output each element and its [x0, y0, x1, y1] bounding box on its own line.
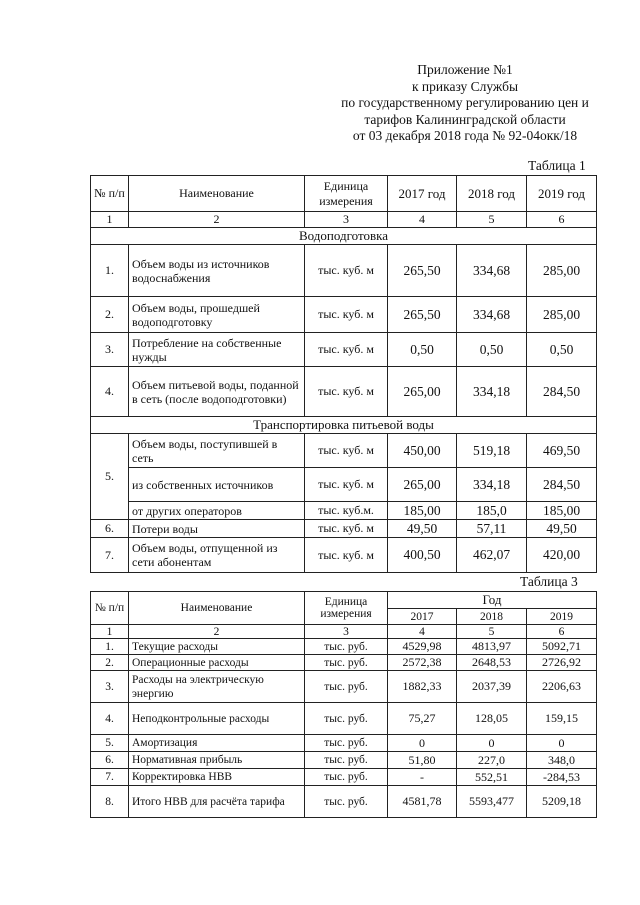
row-unit: тыс. руб.: [305, 639, 388, 655]
value-2018: 334,68: [457, 245, 527, 297]
row-name: Корректировка НВВ: [129, 769, 305, 786]
table1: [90, 175, 597, 573]
section-title-water-transport: Транспортировка питьевой воды: [91, 417, 597, 434]
value-2017: 265,00: [388, 468, 457, 502]
value-2018: 334,18: [457, 468, 527, 502]
table3: [90, 591, 597, 818]
header-line: тарифов Калининградской области: [364, 111, 566, 127]
index-cell: 4: [388, 625, 457, 639]
row-name: от других операторов: [129, 502, 305, 520]
value-2018: 5593,477: [457, 786, 527, 818]
index-cell: 3: [305, 625, 388, 639]
col-header-num: № п/п: [91, 592, 129, 625]
row-name: Объем воды из источников водоснабжения: [129, 245, 305, 297]
value-2017: 0: [388, 735, 457, 752]
value-2019: 49,50: [527, 520, 597, 538]
index-cell: 6: [527, 212, 597, 228]
value-2018: 128,05: [457, 703, 527, 735]
value-2018: 0: [457, 735, 527, 752]
row-name: Операционные расходы: [129, 655, 305, 671]
value-2018: 4813,97: [457, 639, 527, 655]
col-header-name: Наименование: [129, 176, 305, 212]
col-header-year: Год: [388, 592, 597, 609]
value-2018: 0,50: [457, 333, 527, 367]
row-num: 1.: [91, 639, 129, 655]
row-num: 3.: [91, 333, 129, 367]
index-cell: 2: [129, 625, 305, 639]
value-2019: 285,00: [527, 297, 597, 333]
value-2019: 5209,18: [527, 786, 597, 818]
value-2019: -284,53: [527, 769, 597, 786]
value-2019: 420,00: [527, 538, 597, 573]
value-2017: 185,00: [388, 502, 457, 520]
col-header-2018: 2018 год: [457, 176, 527, 212]
value-2017: 0,50: [388, 333, 457, 367]
row-name: Объем воды, отпущенной из сети абонентам: [129, 538, 305, 573]
row-name: Итого НВВ для расчёта тарифа: [129, 786, 305, 818]
row-num: 2.: [91, 297, 129, 333]
row-num: 7.: [91, 769, 129, 786]
row-num: 8.: [91, 786, 129, 818]
value-2017: 450,00: [388, 434, 457, 468]
row-num: 2.: [91, 655, 129, 671]
value-2018: 462,07: [457, 538, 527, 573]
row-unit: тыс. куб. м: [305, 538, 388, 573]
value-2017: 51,80: [388, 752, 457, 769]
row-name: Расходы на электрическую энергию: [129, 671, 305, 703]
row-num: 4.: [91, 367, 129, 417]
table3-caption: Таблица 3: [520, 574, 578, 589]
row-name: из собственных источников: [129, 468, 305, 502]
header-line: по государственному регулированию цен и: [341, 95, 589, 110]
value-2017: 2572,38: [388, 655, 457, 671]
col-header-unit: Единица измерения: [305, 592, 388, 625]
appendix-header: [300, 62, 630, 145]
value-2017: 4529,98: [388, 639, 457, 655]
row-num: 7.: [91, 538, 129, 573]
row-unit: тыс. куб. м: [305, 333, 388, 367]
value-2017: 75,27: [388, 703, 457, 735]
col-header-name: Наименование: [129, 592, 305, 625]
row-unit: тыс. руб.: [305, 786, 388, 818]
row-unit: тыс. куб. м: [305, 367, 388, 417]
row-unit: тыс. руб.: [305, 703, 388, 735]
year-2017: 2017: [388, 609, 457, 625]
col-header-2019: 2019 год: [527, 176, 597, 212]
value-2019: 469,50: [527, 434, 597, 468]
section-title-water-treatment: Водоподготовка: [91, 228, 597, 245]
value-2019: 185,00: [527, 502, 597, 520]
value-2018: 519,18: [457, 434, 527, 468]
index-cell: 5: [457, 212, 527, 228]
index-cell: 1: [91, 625, 129, 639]
col-header-num: № п/п: [91, 176, 129, 212]
value-2017: 265,00: [388, 367, 457, 417]
value-2019: 159,15: [527, 703, 597, 735]
value-2018: 552,51: [457, 769, 527, 786]
row-name: Нормативная прибыль: [129, 752, 305, 769]
index-cell: 4: [388, 212, 457, 228]
row-num: 5.: [91, 434, 129, 520]
row-unit: тыс. куб. м: [305, 520, 388, 538]
row-unit: тыс. руб.: [305, 769, 388, 786]
header-line: к приказу Службы: [411, 78, 519, 94]
value-2019: 284,50: [527, 367, 597, 417]
header-line: от 03 декабря 2018 года № 92-04окк/18: [352, 128, 578, 143]
row-unit: тыс. куб. м: [305, 245, 388, 297]
value-2019: 285,00: [527, 245, 597, 297]
row-unit: тыс. руб.: [305, 735, 388, 752]
value-2018: 334,18: [457, 367, 527, 417]
row-name: Потери воды: [129, 520, 305, 538]
index-cell: 2: [129, 212, 305, 228]
row-unit: тыс. куб.м.: [305, 502, 388, 520]
row-unit: тыс. руб.: [305, 671, 388, 703]
header-line: Приложение №1: [417, 62, 513, 77]
value-2019: 0: [527, 735, 597, 752]
row-num: 6.: [91, 520, 129, 538]
value-2019: 0,50: [527, 333, 597, 367]
value-2018: 334,68: [457, 297, 527, 333]
row-name: Неподконтрольные расходы: [129, 703, 305, 735]
row-name: Объем воды, поступившей в сеть: [129, 434, 305, 468]
value-2017: 265,50: [388, 245, 457, 297]
value-2019: 2726,92: [527, 655, 597, 671]
value-2018: 227,0: [457, 752, 527, 769]
row-unit: тыс. куб. м: [305, 468, 388, 502]
index-cell: 6: [527, 625, 597, 639]
row-name: Потребление на собственные нужды: [129, 333, 305, 367]
value-2019: 5092,71: [527, 639, 597, 655]
row-name: Объем питьевой воды, поданной в сеть (после водоподготовки): [129, 367, 305, 417]
row-name: Амортизация: [129, 735, 305, 752]
table1-caption: Таблица 1: [528, 158, 586, 173]
value-2019: 284,50: [527, 468, 597, 502]
row-num: 4.: [91, 703, 129, 735]
row-unit: тыс. куб. м: [305, 434, 388, 468]
value-2017: -: [388, 769, 457, 786]
value-2017: 265,50: [388, 297, 457, 333]
value-2017: 400,50: [388, 538, 457, 573]
value-2017: 1882,33: [388, 671, 457, 703]
value-2017: 49,50: [388, 520, 457, 538]
index-cell: 1: [91, 212, 129, 228]
row-num: 1.: [91, 245, 129, 297]
row-unit: тыс. руб.: [305, 752, 388, 769]
year-2018: 2018: [457, 609, 527, 625]
row-unit: тыс. куб. м: [305, 297, 388, 333]
index-cell: 5: [457, 625, 527, 639]
value-2018: 57,11: [457, 520, 527, 538]
col-header-unit: Единица измерения: [305, 176, 388, 212]
row-name: Объем воды, прошедшей водоподготовку: [129, 297, 305, 333]
value-2018: 2037,39: [457, 671, 527, 703]
row-num: 3.: [91, 671, 129, 703]
value-2017: 4581,78: [388, 786, 457, 818]
row-unit: тыс. руб.: [305, 655, 388, 671]
value-2019: 348,0: [527, 752, 597, 769]
year-2019: 2019: [527, 609, 597, 625]
value-2018: 2648,53: [457, 655, 527, 671]
value-2018: 185,0: [457, 502, 527, 520]
row-num: 6.: [91, 752, 129, 769]
col-header-2017: 2017 год: [388, 176, 457, 212]
row-num: 5.: [91, 735, 129, 752]
value-2019: 2206,63: [527, 671, 597, 703]
index-cell: 3: [305, 212, 388, 228]
row-name: Текущие расходы: [129, 639, 305, 655]
